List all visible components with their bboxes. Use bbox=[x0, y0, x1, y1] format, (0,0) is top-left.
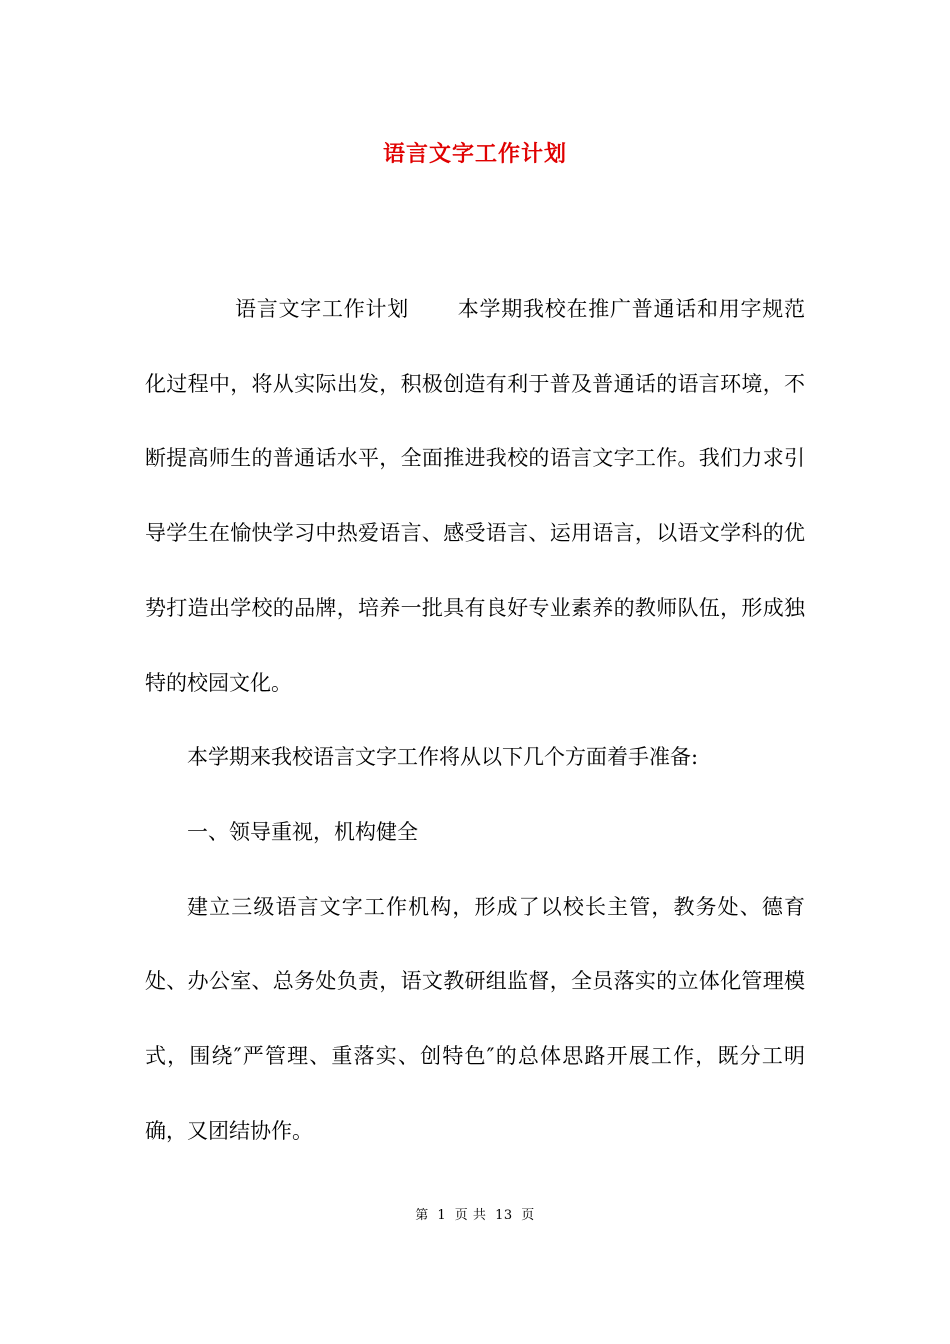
page-footer bbox=[0, 1204, 950, 1228]
footer-prefix: 第 bbox=[415, 1208, 429, 1223]
paragraph-preparation: 本学期来我校语言文字工作将从以下几个方面着手准备: bbox=[187, 745, 699, 770]
footer-middle: 页 共 bbox=[454, 1208, 487, 1223]
intro-lead: 语言文字工作计划 bbox=[235, 297, 409, 321]
document-title: 语言文字工作计划 bbox=[382, 141, 567, 167]
footer-current-page: 1 bbox=[437, 1208, 447, 1223]
footer-total-pages: 13 bbox=[495, 1208, 513, 1223]
footer-suffix: 页 bbox=[521, 1208, 535, 1223]
section-heading-1: 一、领导重视，机构健全 bbox=[187, 819, 418, 844]
paragraph-organization: 建立三级语言文字工作机构，形成了以校长主管，教务处、德育处、办公室、总务处负责，语文教研组监督，全员落实的立体化管理模式，围绕″严管理、重落实、创特色″的总体思路开展工作，既分工明确，又团结协作。 bbox=[145, 894, 805, 1143]
intro-text: 本学期我校在推广普通话和用字规范化过程中，将从实际出发，积极创造有利于普及普通话的语言环境，不断提高师生的普通话水平，全面推进我校的语言文字工作。我们力求引导学生在愉快学习中热爱语言、感受语言、运用语言，以语文学科的优势打造出学校的品牌，培养一批具有良好专业素养的教师队伍，形成独特的校园文化。 bbox=[145, 297, 805, 695]
document-body bbox=[145, 272, 805, 1168]
paragraph-intro bbox=[145, 272, 805, 720]
